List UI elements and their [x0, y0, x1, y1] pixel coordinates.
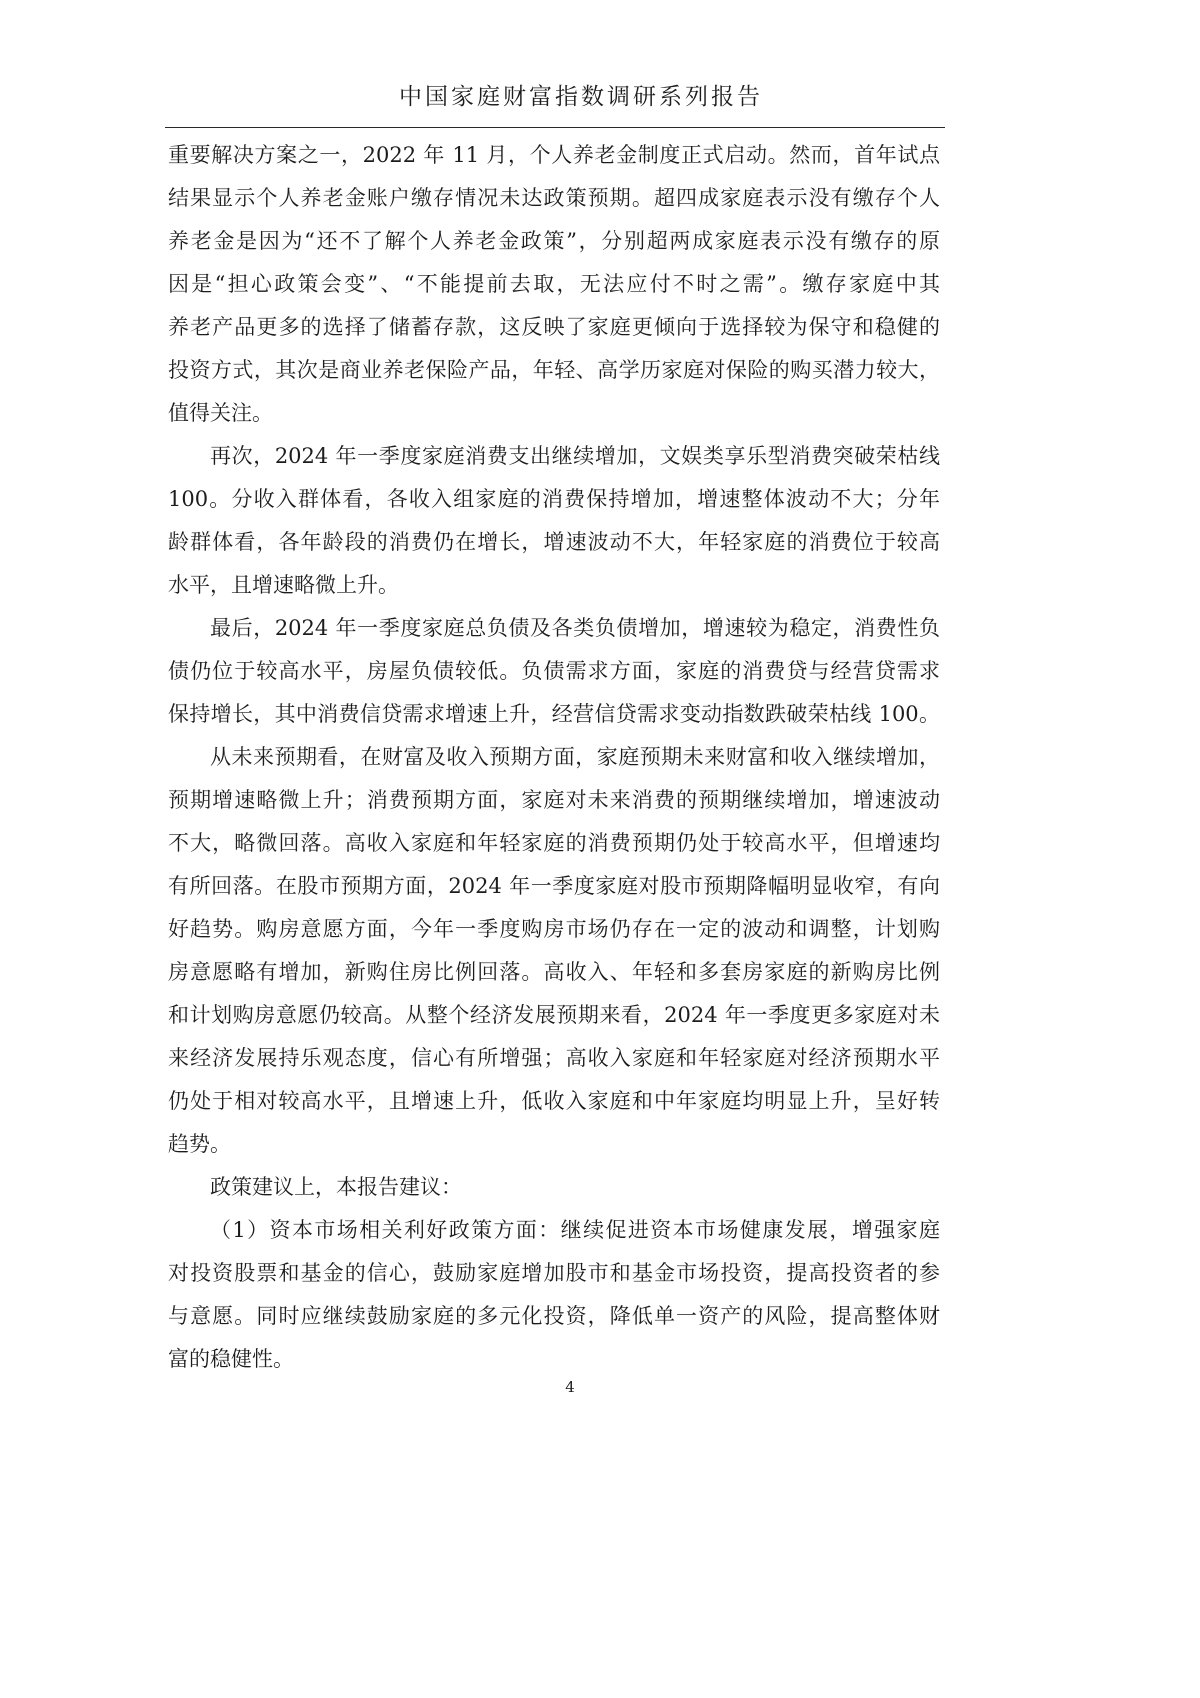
paragraph [168, 435, 940, 607]
body-text [168, 134, 940, 1381]
header-rule [165, 127, 945, 128]
text-line: （1）资本市场相关利好政策方面：继续促进资本市场健康发展，增强家庭 [210, 1218, 940, 1242]
text-line: 100。分收入群体看，各收入组家庭的消费保持增加，增速整体波动不大；分年 [168, 487, 940, 511]
text-line: 对投资股票和基金的信心，鼓励家庭增加股市和基金市场投资，提高投资者的参 [168, 1261, 940, 1285]
paragraph [168, 1166, 940, 1209]
paragraph [168, 134, 940, 435]
text-line: 从未来预期看，在财富及收入预期方面，家庭预期未来财富和收入继续增加， [210, 745, 940, 769]
text-line: 和计划购房意愿仍较高。从整个经济发展预期来看，2024 年一季度更多家庭对未 [168, 1003, 940, 1027]
text-line: 因是“担心政策会变”、“不能提前去取，无法应付不时之需”。缴存家庭中其 [168, 272, 940, 296]
text-line: 最后，2024 年一季度家庭总负债及各类负债增加，增速较为稳定，消费性负 [210, 616, 940, 640]
text-line: 好趋势。购房意愿方面，今年一季度购房市场仍存在一定的波动和调整，计划购 [168, 917, 940, 941]
paragraph [168, 1209, 940, 1381]
text-line: 不大，略微回落。高收入家庭和年轻家庭的消费预期仍处于较高水平，但增速均 [168, 831, 940, 855]
text-line: 富的稳健性。 [168, 1347, 294, 1371]
text-line: 有所回落。在股市预期方面，2024 年一季度家庭对股市预期降幅明显收窄，有向 [168, 874, 940, 898]
text-line: 投资方式，其次是商业养老保险产品，年轻、高学历家庭对保险的购买潜力较大， [168, 358, 940, 382]
text-line: 政策建议上，本报告建议： [210, 1175, 462, 1199]
text-line: 养老产品更多的选择了储蓄存款，这反映了家庭更倾向于选择较为保守和稳健的 [168, 315, 940, 339]
paragraph [168, 736, 940, 1166]
text-line: 仍处于相对较高水平，且增速上升，低收入家庭和中年家庭均明显上升，呈好转 [168, 1089, 940, 1113]
text-line: 水平，且增速略微上升。 [168, 573, 399, 597]
text-line: 趋势。 [168, 1132, 231, 1156]
text-line: 来经济发展持乐观态度，信心有所增强；高收入家庭和年轻家庭对经济预期水平 [168, 1046, 940, 1070]
text-line: 再次，2024 年一季度家庭消费支出继续增加，文娱类享乐型消费突破荣枯线 [210, 444, 940, 468]
text-line: 房意愿略有增加，新购住房比例回落。高收入、年轻和多套房家庭的新购房比例 [168, 960, 940, 984]
text-line: 与意愿。同时应继续鼓励家庭的多元化投资，降低单一资产的风险，提高整体财 [168, 1304, 940, 1328]
text-line: 债仍位于较高水平，房屋负债较低。负债需求方面，家庭的消费贷与经营贷需求 [168, 659, 940, 683]
text-line: 重要解决方案之一，2022 年 11 月，个人养老金制度正式启动。然而，首年试点 [168, 143, 940, 167]
text-line: 养老金是因为“还不了解个人养老金政策”，分别超两成家庭表示没有缴存的原 [168, 229, 940, 253]
text-line: 预期增速略微上升；消费预期方面，家庭对未来消费的预期继续增加，增速波动 [168, 788, 940, 812]
text-line: 结果显示个人养老金账户缴存情况未达政策预期。超四成家庭表示没有缴存个人 [168, 186, 940, 210]
text-line: 保持增长，其中消费信贷需求增速上升，经营信贷需求变动指数跌破荣枯线 100。 [168, 702, 940, 726]
page-number: 4 [565, 1378, 575, 1396]
text-line: 龄群体看，各年龄段的消费仍在增长，增速波动不大，年轻家庭的消费位于较高 [168, 530, 940, 554]
running-header-title: 中国家庭财富指数调研系列报告 [399, 84, 763, 110]
paragraph [168, 607, 940, 736]
text-line: 值得关注。 [168, 401, 273, 425]
